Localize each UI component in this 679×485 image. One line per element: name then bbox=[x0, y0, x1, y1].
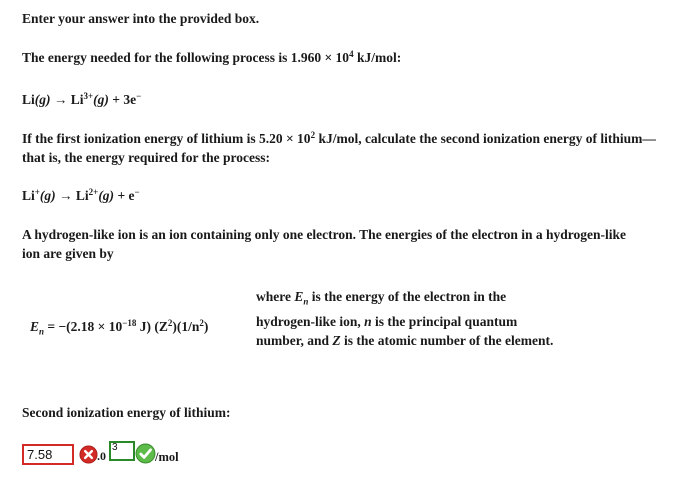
formula-z-exponent: 2 bbox=[167, 318, 173, 328]
x-circle-icon bbox=[79, 445, 98, 464]
reaction-2-electron: + e bbox=[114, 188, 135, 203]
question-text bbox=[22, 129, 662, 167]
formula-constant: = −(2.18 × 10 bbox=[44, 319, 123, 334]
energy-statement bbox=[22, 50, 401, 66]
reaction-1 bbox=[22, 92, 141, 108]
times-ten-label: .0 bbox=[97, 449, 106, 463]
exponent-answer-input[interactable] bbox=[109, 441, 135, 461]
check-circle-icon bbox=[135, 443, 156, 464]
reaction-1-state: (g) bbox=[34, 92, 51, 107]
question-exponent: 2 bbox=[310, 130, 316, 140]
formula-e: E bbox=[30, 319, 40, 334]
energy-statement-prefix: The energy needed for the following process is 1.960 × 10 bbox=[22, 50, 350, 65]
reaction-1-state-2: (g) bbox=[93, 92, 109, 107]
energy-formula bbox=[30, 319, 208, 337]
definition-z: Z bbox=[332, 332, 341, 348]
formula-n-exponent: 2 bbox=[199, 318, 204, 328]
reaction-2-charge-2: 2+ bbox=[88, 187, 99, 197]
formula-z-term: J) (Z bbox=[136, 319, 168, 334]
reaction-1-electron-charge: − bbox=[136, 91, 142, 101]
answer-label: Second ionization energy of lithium: bbox=[22, 405, 231, 420]
reaction-2-charge-1: + bbox=[34, 187, 40, 197]
formula-definition bbox=[256, 287, 556, 350]
hydrogen-like-text: A hydrogen-like ion is an ion containing only one electron. The energies of the electron in a hydrogen-like ion are given by bbox=[22, 227, 627, 261]
definition-lead: where bbox=[256, 289, 295, 304]
formula-close: ) bbox=[203, 319, 209, 334]
mantissa-answer-input[interactable] bbox=[22, 444, 74, 465]
reaction-2-state-2: (g) bbox=[98, 188, 115, 203]
unit-label: /mol bbox=[155, 450, 179, 464]
reaction-2-product: → Li bbox=[55, 188, 89, 203]
formula-e-subscript: n bbox=[39, 326, 45, 337]
definition-e-subscript: n bbox=[303, 296, 309, 307]
reaction-2-state: (g) bbox=[39, 188, 56, 203]
definition-e: E bbox=[294, 289, 304, 304]
formula-constant-exponent: −18 bbox=[122, 318, 137, 328]
reaction-2-species: Li bbox=[22, 188, 35, 203]
reaction-1-electrons: + 3e bbox=[108, 92, 137, 107]
definition-n: n bbox=[364, 313, 372, 329]
question-part-2: kJ/mol, calculate the second ionization energy of lithium—that is, the energy required for the process: bbox=[22, 131, 656, 165]
reaction-2-electron-charge: − bbox=[134, 187, 140, 197]
definition-rest-3: is the atomic number of the element. bbox=[340, 332, 554, 348]
reaction-2 bbox=[22, 188, 140, 204]
energy-statement-exponent: 4 bbox=[349, 49, 354, 59]
question-part-1: If the first ionization energy of lithium is 5.20 × 10 bbox=[22, 131, 311, 146]
definition-rest-1: is the energy of the electron in the hydrogen-like ion, bbox=[256, 289, 507, 329]
energy-statement-suffix: kJ/mol: bbox=[353, 50, 402, 65]
instruction-text: Enter your answer into the provided box. bbox=[22, 11, 260, 26]
reaction-1-charge: 3+ bbox=[83, 91, 94, 101]
definition-rest-2: is the principal quantum number, and bbox=[256, 313, 518, 348]
formula-n-term: )(1/n bbox=[172, 319, 200, 334]
reaction-1-species: Li bbox=[22, 92, 35, 107]
reaction-1-product: → Li bbox=[50, 92, 84, 107]
